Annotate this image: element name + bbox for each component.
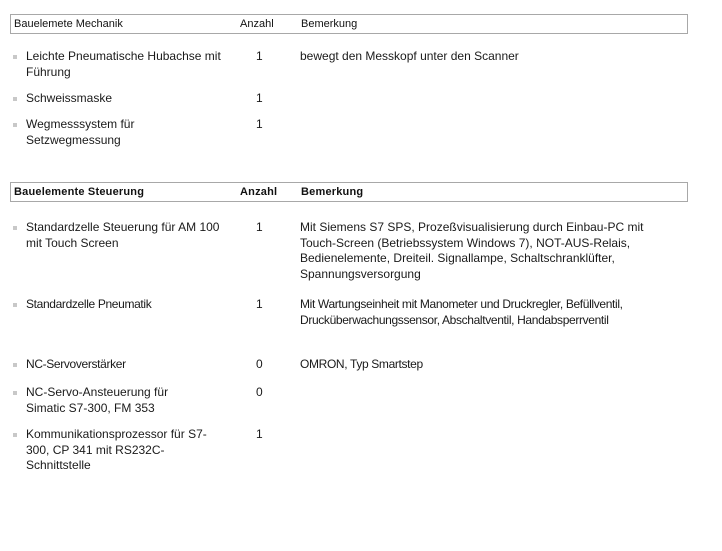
- bullet-icon: [13, 226, 17, 230]
- bullet-icon: [13, 363, 17, 367]
- header-component: Bauelemete Mechanik: [14, 18, 123, 30]
- section-mechanik: [10, 14, 688, 147]
- header-remark: Bemerkung: [301, 186, 364, 198]
- component-name: NC-Servoverstärker: [26, 357, 126, 371]
- component-quantity: 1: [256, 297, 263, 311]
- bullet-icon: [13, 123, 17, 127]
- component-quantity: 0: [256, 357, 263, 371]
- table-header: [10, 14, 688, 34]
- component-remark: Mit Siemens S7 SPS, Prozeßvisualisierung durch Einbau-PC mit Touch-Screen (Betriebssystem Windows 7), NOT-AUS-Relais, Bedienelemente, Dreiteil. Signallampe, Schaltschranklüfter, Spannungsversorgung: [300, 220, 644, 281]
- component-name: Schweissmaske: [26, 91, 113, 105]
- component-quantity: 1: [256, 91, 263, 105]
- component-quantity: 1: [256, 427, 263, 441]
- bullet-icon: [13, 433, 17, 437]
- component-name: Wegmesssystem für Setzwegmessung: [26, 117, 135, 147]
- component-name: NC-Servo-Ansteuerung für Simatic S7-300, FM 353: [26, 385, 169, 415]
- bullet-icon: [13, 55, 17, 59]
- component-quantity: 1: [256, 117, 263, 131]
- header-remark: Bemerkung: [301, 18, 358, 30]
- component-remark: Mit Wartungseinheit mit Manometer und Druckregler, Befüllventil, Drucküberwachungssensor, Abschaltventil, Handabsperrventil: [300, 297, 623, 327]
- component-quantity: 1: [256, 49, 263, 63]
- component-remark: OMRON, Typ Smartstep: [300, 357, 423, 371]
- component-name: Kommunikationsprozessor für S7-300, CP 341 mit RS232C-Schnittstelle: [26, 427, 207, 472]
- component-name: Leichte Pneumatische Hubachse mit Führung: [26, 49, 221, 79]
- component-remark: bewegt den Messkopf unter den Scanner: [300, 49, 519, 63]
- component-name: Standardzelle Pneumatik: [26, 297, 152, 311]
- section-steuerung: [10, 182, 688, 472]
- header-quantity: Anzahl: [240, 18, 274, 30]
- bullet-icon: [13, 391, 17, 395]
- component-name: Standardzelle Steuerung für AM 100 mit Touch Screen: [26, 220, 220, 250]
- component-quantity: 1: [256, 220, 263, 234]
- table-header: [10, 182, 688, 202]
- header-component: Bauelemente Steuerung: [14, 186, 145, 198]
- bullet-icon: [13, 303, 17, 307]
- component-quantity: 0: [256, 385, 263, 399]
- bullet-icon: [13, 97, 17, 101]
- header-quantity: Anzahl: [240, 186, 278, 198]
